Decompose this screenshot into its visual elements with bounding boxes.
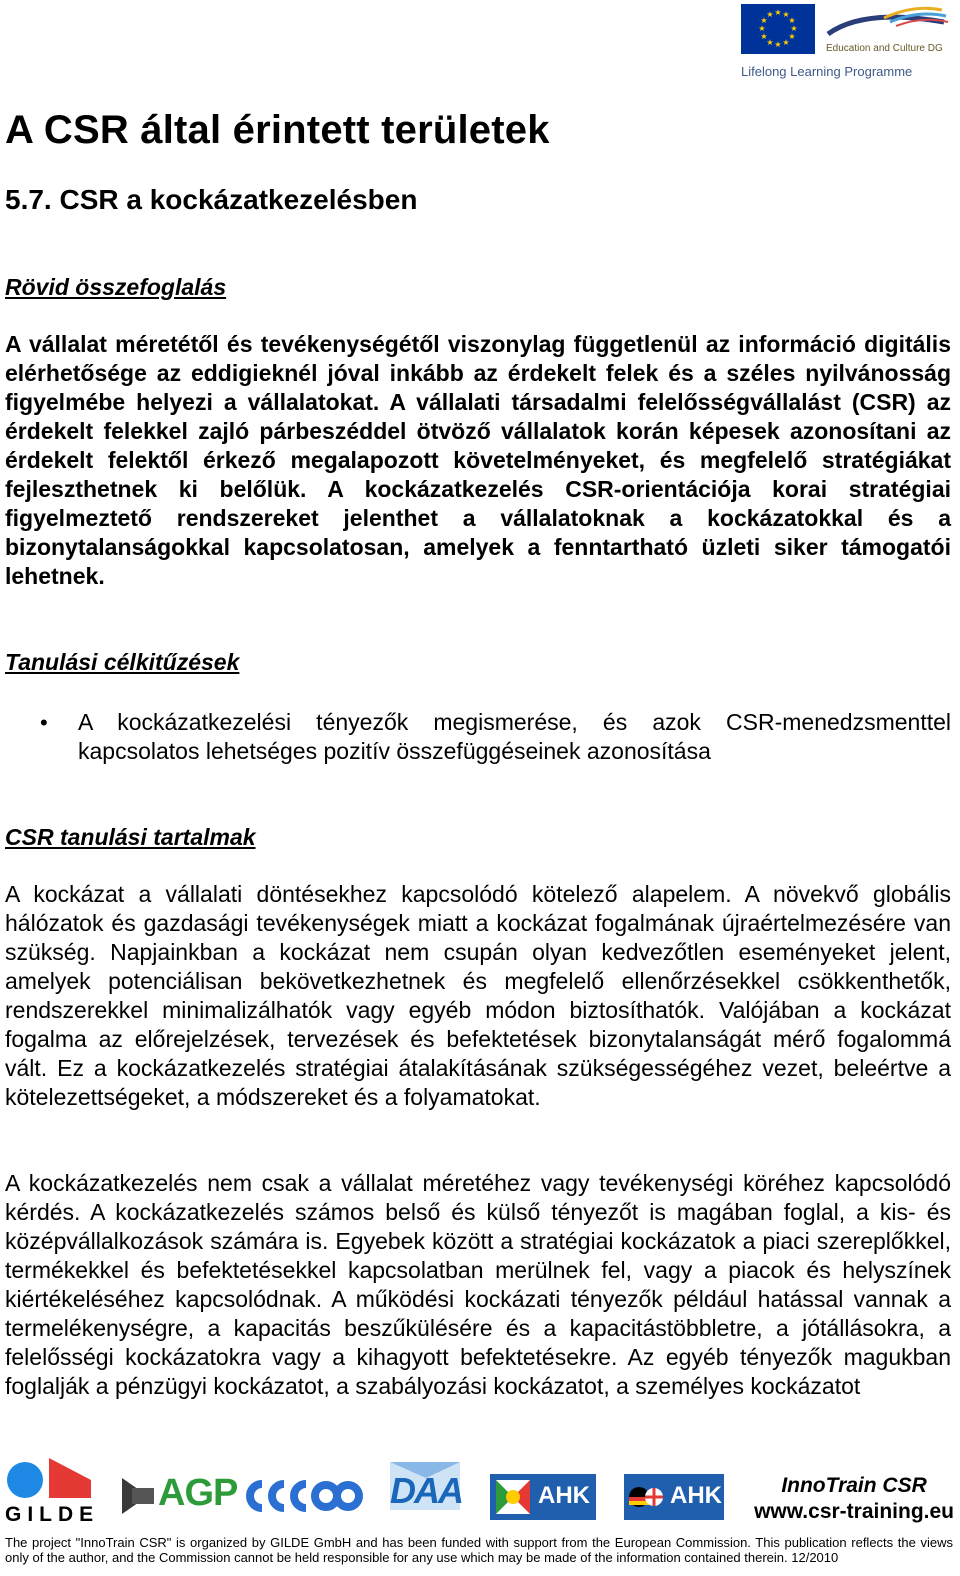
gilde-label: GILDE xyxy=(5,1503,100,1526)
ahk-label-2: AHK xyxy=(670,1482,722,1509)
innotrain-url[interactable]: www.csr-training.eu xyxy=(754,1500,954,1523)
daa-label: DAA xyxy=(390,1470,462,1511)
svg-text:★: ★ xyxy=(760,16,768,25)
svg-text:★: ★ xyxy=(788,16,796,25)
ahk-logo-1 xyxy=(490,1474,596,1520)
svg-text:★: ★ xyxy=(760,32,768,41)
svg-text:★: ★ xyxy=(774,8,782,17)
summary-heading: Rövid összefoglalás xyxy=(5,274,227,300)
svg-text:★: ★ xyxy=(782,38,790,47)
flag-mark-icon xyxy=(496,1480,530,1514)
svg-text:★: ★ xyxy=(788,32,796,41)
eu-llp-logo xyxy=(738,2,956,82)
llp-swoosh-icon xyxy=(824,4,954,42)
agp-label: AGP xyxy=(158,1472,238,1514)
summary-text: A vállalat méretétől és tevékenységétől viszonylag függetlenül az információ digitális elérhetősége az eddigieknél jóval inkább az érdekelt felek és a széles nyilvánosság figyelmébe helyezi a vállalatokat. A vállalati társadalmi felelősségvállalást (CSR) az érdekelt felekkel zajló párbeszéddel ötvöző vállalatok korán képesek azonosítani az érdekelt felektől érkező megalapozott követelményeket, és megfelelő stratégiákat fejleszthetnek ki belőlük. A kockázatkezelés CSR-orientációja korai stratégiai figyelmeztető rendszereket jelenthet a vállalatoknak a kockázatokkal és a bizonytalanságokkal kapcsolatosan, amelyek a fenntartható üzleti siker támogatói lehetnek. xyxy=(5,331,951,589)
svg-text:★: ★ xyxy=(774,40,782,49)
llp-caption: Lifelong Learning Programme xyxy=(741,64,913,79)
page-title: A CSR által érintett területek xyxy=(5,108,550,152)
eu-flag-icon xyxy=(741,4,815,54)
section-subtitle: 5.7. CSR a kockázatkezelésben xyxy=(5,184,418,215)
cecoa-logo xyxy=(240,1476,364,1516)
innotrain-name: InnoTrain CSR xyxy=(781,1474,927,1497)
bullet-icon: • xyxy=(40,710,48,735)
innotrain-block xyxy=(754,1473,954,1525)
ec-dg-caption: Education and Culture DG xyxy=(826,43,943,54)
svg-text:★: ★ xyxy=(766,10,774,19)
svg-text:★: ★ xyxy=(758,24,766,33)
gilde-mark-icon xyxy=(5,1454,97,1500)
objectives-heading: Tanulási célkitűzések xyxy=(5,649,240,675)
objective-text: A kockázatkezelési tényezők megismerése, és azok CSR-menedzsmenttel kapcsolatos lehetséges pozitív összefüggéseinek azonosítása xyxy=(78,709,951,764)
svg-text:★: ★ xyxy=(766,38,774,47)
daa-logo xyxy=(386,1458,464,1514)
svg-text:★: ★ xyxy=(782,10,790,19)
content-heading: CSR tanulási tartalmak xyxy=(5,824,256,850)
ahk-label-1: AHK xyxy=(538,1482,590,1509)
agp-mark-icon xyxy=(118,1474,162,1518)
footer-disclaimer: The project "InnoTrain CSR" is organized by GILDE GmbH and has been funded with support from the European Commission. This publication reflects the views only of the author, and the Commission cannot be held responsible for any use which may be made of the information contained therein. 12/2010 xyxy=(5,1535,953,1565)
content-paragraph-2: A kockázatkezelés nem csak a vállalat méretéhez vagy tevékenységi köréhez kapcsolódó kérdés. A kockázatkezelés számos belső és külső tényezőt is magában foglal, a kis- és középvállalkozások számára is. Egyebek között a stratégiai kockázatok a piaci szereplőkkel, termékekkel és befektetésekkel kapcsolatban merülnek fel, vagy a piacok és helyszínek kiértékeléséhez kapcsolódnak. A működési kockázati tényezők például hatással vannak a termelékenységre, a kapacitás beszűkülésére és a kapacitástöbbletre, a jótállásokra, a felelősségi kockázatokra vagy a kihagyott befektetésekre. Az egyéb tényezők magukban foglalják a pénzügyi kockázatot, a szabályozási kockázatot, a személyes kockázatot xyxy=(5,1170,951,1399)
content-paragraph-1: A kockázat a vállalati döntésekhez kapcsolódó kötelező alapelem. A növekvő globális hálózatok és gazdasági tevékenységek miatt a kockázat fogalmának újraértelmezésére van szükség. Napjainkban a kockázat nem csupán olyan kedvezőtlen eseményeket jelent, amelyek potenciálisan bekövetkezhetnek és megfelelő ellenőrzésekkel csökkenthetők, rendszerekkel minimalizálhatók vagy egyéb módon biztosíthatók. Valójában a kockázat fogalma az előrejelzések, tervezések és befektetések bizonytalanságát mérő fogalommá vált. Ez a kockázatkezelés stratégiai átalakításának szükségességéhez vezet, beleértve a kötelezettségeket, a módszereket és a folyamatokat. xyxy=(5,881,951,1110)
agp-logo xyxy=(118,1472,238,1522)
cecoa-mark-icon xyxy=(240,1476,364,1516)
flags-mark-icon xyxy=(628,1482,664,1512)
gilde-logo xyxy=(5,1454,100,1526)
ahk-logo-2 xyxy=(624,1474,724,1520)
svg-text:★: ★ xyxy=(790,24,798,33)
